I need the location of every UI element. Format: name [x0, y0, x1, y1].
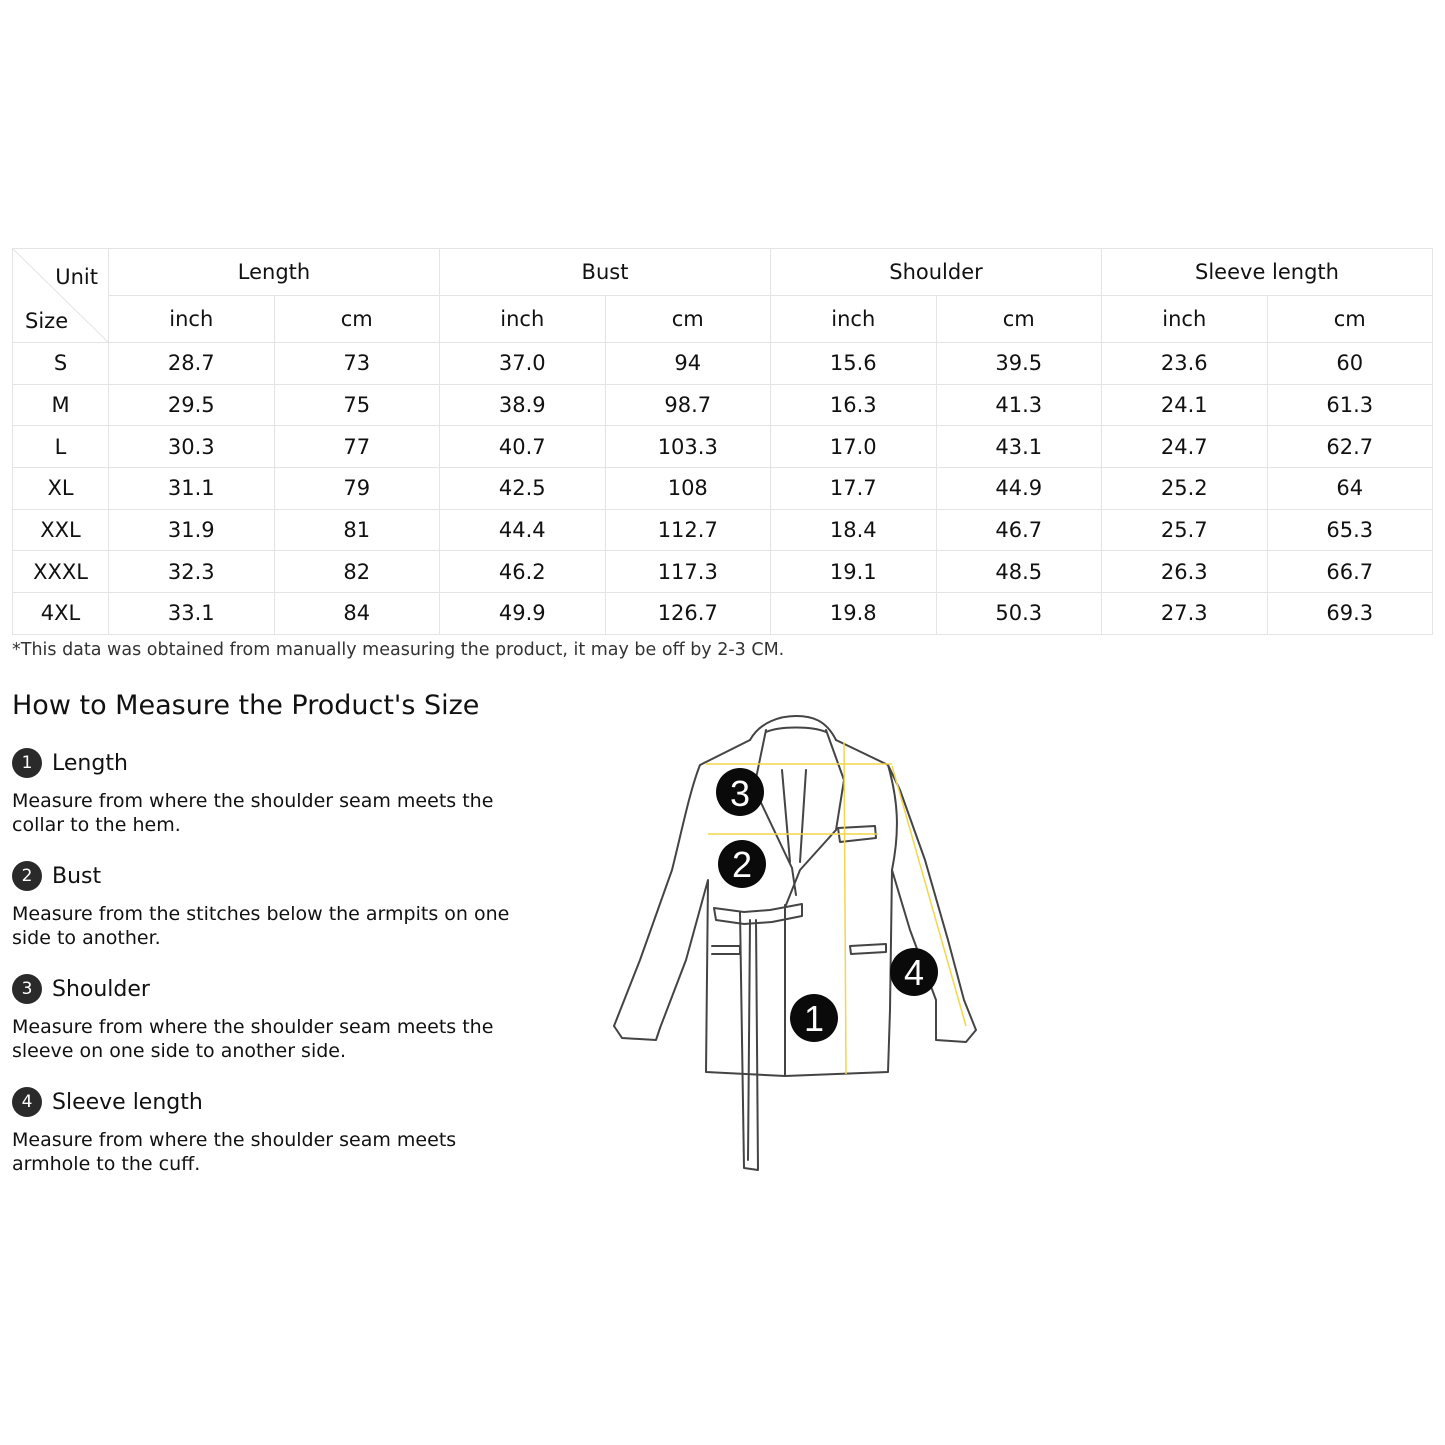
measurement-note: *This data was obtained from manually measuring the product, it may be off by 2-3 CM.	[12, 640, 785, 660]
table-cell: 103.3	[605, 426, 771, 468]
table-cell: 62.7	[1267, 426, 1433, 468]
unit-header: cm	[605, 296, 771, 343]
step-shoulder	[12, 973, 512, 1063]
step-description: Measure from the stitches below the armpits on one side to another.	[12, 903, 510, 949]
table-cell: 15.6	[771, 343, 937, 385]
table-cell: 39.5	[936, 343, 1102, 385]
table-cell: 41.3	[936, 384, 1102, 426]
unit-size-corner	[13, 249, 109, 343]
table-cell: 24.1	[1102, 384, 1268, 426]
size-cell: XXL	[13, 509, 109, 551]
step-description: Measure from where the shoulder seam meets the collar to the hem.	[12, 790, 494, 836]
table-cell: 48.5	[936, 551, 1102, 593]
unit-header: inch	[109, 296, 275, 343]
table-cell: 16.3	[771, 384, 937, 426]
table-cell: 60	[1267, 343, 1433, 385]
table-cell: 17.7	[771, 468, 937, 510]
marker-number: 4	[903, 952, 925, 993]
table-cell: 79	[274, 468, 440, 510]
marker-number: 2	[731, 844, 753, 885]
marker-4	[890, 948, 938, 996]
table-row	[13, 593, 1433, 635]
table-cell: 28.7	[109, 343, 275, 385]
table-cell: 82	[274, 551, 440, 593]
size-cell: S	[13, 343, 109, 385]
table-header-groups	[13, 249, 1433, 296]
table-cell: 81	[274, 509, 440, 551]
table-cell: 75	[274, 384, 440, 426]
table-cell: 19.1	[771, 551, 937, 593]
header-length: Length	[109, 249, 440, 296]
size-cell: M	[13, 384, 109, 426]
table-cell: 38.9	[440, 384, 606, 426]
table-cell: 42.5	[440, 468, 606, 510]
table-cell: 31.1	[109, 468, 275, 510]
header-bust: Bust	[440, 249, 771, 296]
marker-3	[716, 768, 764, 816]
table-cell: 44.4	[440, 509, 606, 551]
table-cell: 31.9	[109, 509, 275, 551]
table-cell: 32.3	[109, 551, 275, 593]
table-cell: 112.7	[605, 509, 771, 551]
size-cell: XL	[13, 468, 109, 510]
step-length	[12, 747, 512, 837]
table-cell: 84	[274, 593, 440, 635]
table-cell: 29.5	[109, 384, 275, 426]
table-cell: 25.2	[1102, 468, 1268, 510]
marker-number: 1	[803, 998, 825, 1039]
step-name: Length	[52, 750, 128, 776]
table-row	[13, 551, 1433, 593]
table-cell: 126.7	[605, 593, 771, 635]
table-cell: 73	[274, 343, 440, 385]
table-row	[13, 384, 1433, 426]
table-row	[13, 343, 1433, 385]
unit-label: Unit	[55, 265, 98, 289]
table-row	[13, 426, 1433, 468]
unit-header: cm	[274, 296, 440, 343]
step-name: Sleeve length	[52, 1089, 203, 1115]
marker-2	[718, 840, 766, 888]
table-cell: 26.3	[1102, 551, 1268, 593]
table-cell: 49.9	[440, 593, 606, 635]
size-cell: XXXL	[13, 551, 109, 593]
size-chart-table	[12, 248, 1433, 635]
header-shoulder: Shoulder	[771, 249, 1102, 296]
step-description: Measure from where the shoulder seam meets armhole to the cuff.	[12, 1129, 457, 1175]
table-cell: 24.7	[1102, 426, 1268, 468]
jacket-outline	[614, 716, 976, 1170]
table-cell: 64	[1267, 468, 1433, 510]
table-cell: 65.3	[1267, 509, 1433, 551]
size-cell: L	[13, 426, 109, 468]
table-cell: 117.3	[605, 551, 771, 593]
guide-title: How to Measure the Product's Size	[12, 690, 480, 721]
table-cell: 37.0	[440, 343, 606, 385]
table-cell: 61.3	[1267, 384, 1433, 426]
unit-header: inch	[771, 296, 937, 343]
table-cell: 43.1	[936, 426, 1102, 468]
step-number-badge: 1	[12, 748, 42, 778]
step-name: Shoulder	[52, 976, 150, 1002]
table-header-units	[13, 296, 1433, 343]
table-cell: 44.9	[936, 468, 1102, 510]
table-cell: 46.7	[936, 509, 1102, 551]
step-number-badge: 2	[12, 861, 42, 891]
table-row	[13, 509, 1433, 551]
table-cell: 19.8	[771, 593, 937, 635]
size-label: Size	[25, 309, 69, 333]
table-cell: 69.3	[1267, 593, 1433, 635]
step-description: Measure from where the shoulder seam meets the sleeve on one side to another side.	[12, 1016, 494, 1062]
unit-header: cm	[936, 296, 1102, 343]
table-cell: 77	[274, 426, 440, 468]
table-cell: 18.4	[771, 509, 937, 551]
table-row	[13, 468, 1433, 510]
table-cell: 66.7	[1267, 551, 1433, 593]
table-cell: 23.6	[1102, 343, 1268, 385]
table-cell: 50.3	[936, 593, 1102, 635]
table-cell: 46.2	[440, 551, 606, 593]
table-cell: 33.1	[109, 593, 275, 635]
unit-header: inch	[440, 296, 606, 343]
table-cell: 27.3	[1102, 593, 1268, 635]
table-cell: 25.7	[1102, 509, 1268, 551]
step-name: Bust	[52, 863, 102, 889]
table-cell: 30.3	[109, 426, 275, 468]
table-cell: 17.0	[771, 426, 937, 468]
table-cell: 98.7	[605, 384, 771, 426]
table-cell: 40.7	[440, 426, 606, 468]
jacket-diagram	[600, 700, 1000, 1180]
unit-header: cm	[1267, 296, 1433, 343]
length-guide-line	[844, 742, 846, 1074]
step-bust	[12, 860, 512, 950]
marker-number: 3	[729, 773, 751, 814]
marker-1	[790, 994, 838, 1042]
table-cell: 94	[605, 343, 771, 385]
size-cell: 4XL	[13, 593, 109, 635]
table-cell: 108	[605, 468, 771, 510]
step-number-badge: 4	[12, 1087, 42, 1117]
step-sleeve-length	[12, 1086, 512, 1176]
header-sleeve-length: Sleeve length	[1102, 249, 1433, 296]
step-number-badge: 3	[12, 974, 42, 1004]
unit-header: inch	[1102, 296, 1268, 343]
